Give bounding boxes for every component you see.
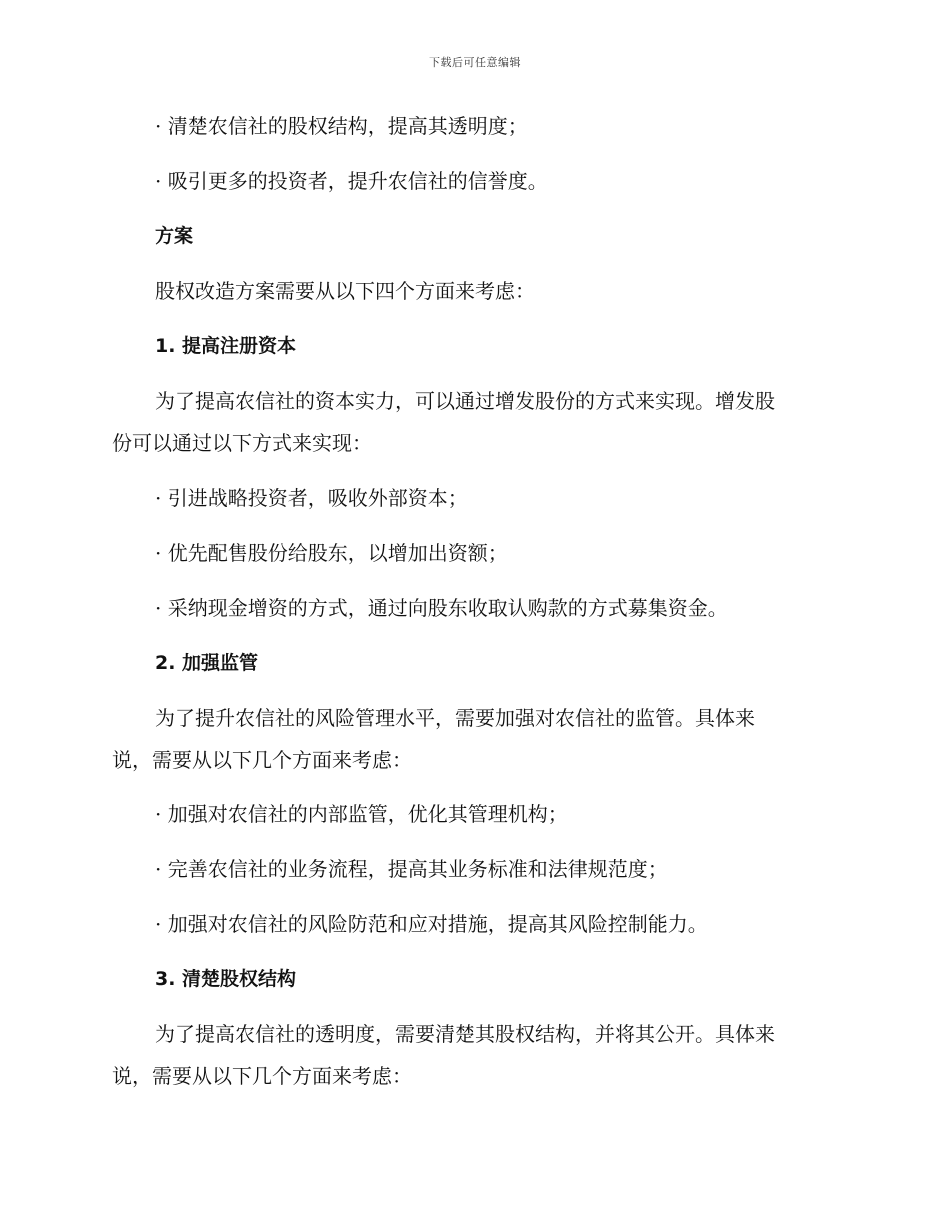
section-1-bullet-2: · 优先配售股份给股东，以增加出资额；: [155, 541, 508, 565]
intro-bullet-1: · 清楚农信社的股权结构，提高其透明度；: [155, 114, 528, 138]
intro-bullet-2: · 吸引更多的投资者，提升农信社的信誉度。: [155, 169, 548, 193]
section-2-bullet-3: · 加强对农信社的风险防范和应对措施，提高其风险控制能力。: [155, 912, 708, 936]
section-2-paragraph-line-1: 为了提升农信社的风险管理水平，需要加强对农信社的监管。具体来: [155, 706, 755, 730]
section-3-paragraph-line-1: 为了提高农信社的透明度，需要清楚其股权结构，并将其公开。具体来: [155, 1022, 775, 1046]
section-1-bullet-1: · 引进战略投资者，吸收外部资本；: [155, 486, 468, 510]
plan-heading: 方案: [155, 225, 194, 247]
section-1-paragraph-line-1: 为了提高农信社的资本实力，可以通过增发股份的方式来实现。增发股: [155, 389, 775, 413]
section-2-bullet-1: · 加强对农信社的内部监管，优化其管理机构；: [155, 802, 568, 826]
section-3-title: 3. 清楚股权结构: [155, 968, 297, 990]
page-header: 下载后可任意编辑: [429, 56, 521, 69]
section-2-paragraph-line-2: 说，需要从以下几个方面来考虑：: [112, 748, 412, 772]
section-1-bullet-3: · 采纳现金增资的方式，通过向股东收取认购款的方式募集资金。: [155, 596, 728, 620]
section-2-title: 2. 加强监管: [155, 652, 259, 674]
section-2-bullet-2: · 完善农信社的业务流程，提高其业务标准和法律规范度；: [155, 857, 668, 881]
section-1-title: 1. 提高注册资本: [155, 335, 297, 357]
section-1-paragraph-line-2: 份可以通过以下方式来实现：: [112, 431, 372, 455]
plan-intro-paragraph: 股权改造方案需要从以下四个方面来考虑：: [155, 279, 535, 303]
section-3-paragraph-line-2: 说，需要从以下几个方面来考虑：: [112, 1064, 412, 1088]
